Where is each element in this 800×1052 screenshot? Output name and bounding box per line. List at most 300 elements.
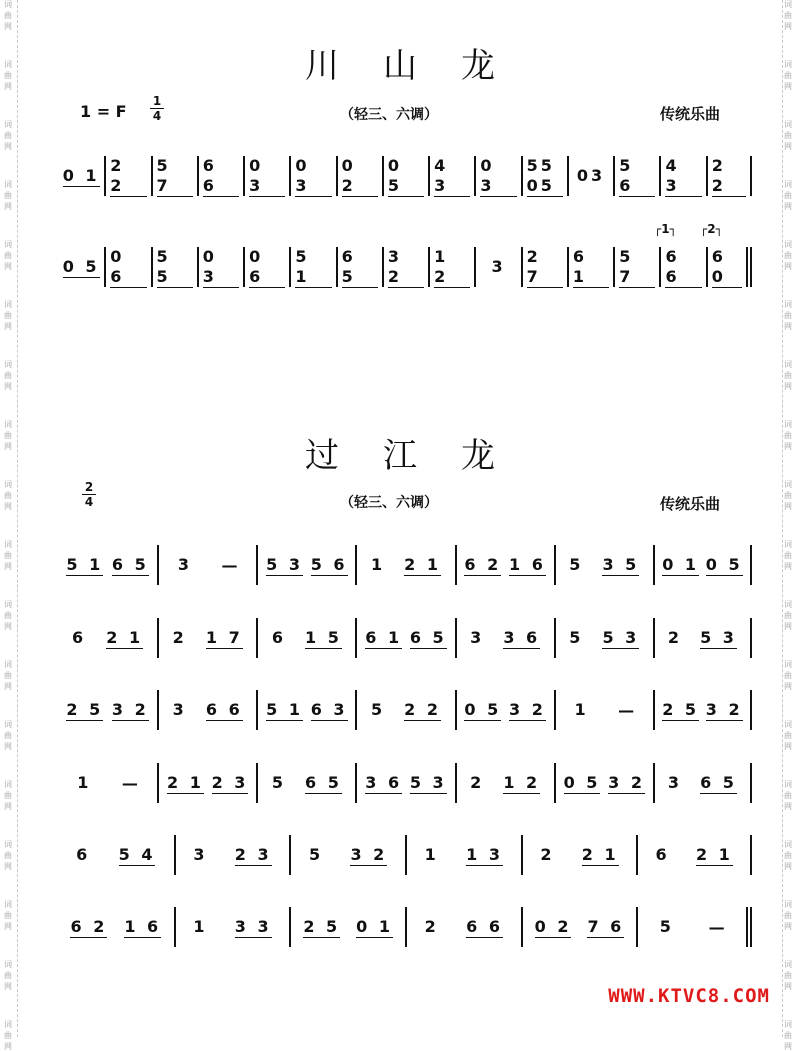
note-group: 6 1: [573, 247, 609, 288]
measure: [289, 907, 405, 947]
watermark-glyph: 词: [4, 480, 12, 489]
sustain-dash: —: [618, 700, 635, 720]
measure: [554, 618, 653, 658]
note-group: 1 3: [466, 844, 503, 864]
watermark-glyph: 网: [4, 682, 12, 691]
sustain-dash: —: [708, 917, 725, 937]
measure: [474, 247, 520, 287]
tuning-label: （轻三、六调）: [340, 107, 438, 123]
watermark-glyph: 曲: [4, 791, 12, 800]
measure: [289, 156, 335, 196]
watermark-glyph: 网: [784, 622, 792, 631]
note-group: 5 1: [295, 247, 331, 288]
note-group: 1: [193, 917, 208, 936]
measure: [58, 247, 104, 287]
note-group: 0 3: [203, 247, 239, 288]
note-group: 2: [470, 773, 485, 792]
watermark-glyph: 曲: [4, 851, 12, 860]
measure: [256, 763, 355, 803]
time-signature-denominator: 4: [152, 109, 162, 123]
note-group: 6 1: [365, 627, 403, 647]
measure: [405, 907, 521, 947]
time-signature-denominator: 4: [84, 495, 94, 509]
measure: [355, 690, 454, 730]
watermark-glyph: 词: [4, 0, 12, 9]
measure: [256, 690, 355, 730]
note-group: 5 3: [266, 554, 303, 574]
note-group: 6 0: [712, 247, 742, 288]
note-group: 5: [659, 917, 674, 936]
measure: [197, 156, 243, 196]
watermark-glyph: 网: [784, 142, 792, 151]
watermark-glyph: 词: [4, 1020, 12, 1029]
note-group: 5 6: [310, 554, 348, 574]
watermark-glyph: 词: [4, 360, 12, 369]
note-group: 3 2: [508, 699, 546, 719]
note-group: 5: [569, 628, 584, 647]
watermark-glyph: 网: [784, 502, 792, 511]
watermark-glyph: 词: [4, 300, 12, 309]
note-group: 5 3: [409, 772, 447, 792]
staff-line: [58, 156, 752, 196]
watermark-glyph: 词: [4, 780, 12, 789]
note-group: 5 6: [619, 156, 655, 197]
note-group: 03: [576, 166, 606, 185]
note-group: 3 3: [234, 916, 272, 936]
measure: [659, 156, 705, 196]
note-group: 6 2: [464, 554, 502, 574]
note-group: 0 1: [662, 554, 700, 574]
measure: [428, 156, 474, 196]
watermark-glyph: 网: [784, 382, 792, 391]
note-group: 3 2: [111, 699, 149, 719]
watermark-glyph: 网: [784, 82, 792, 91]
watermark-glyph: 网: [4, 322, 12, 331]
volta-2: ┌2┐: [700, 222, 723, 236]
watermark-glyph: 网: [784, 442, 792, 451]
watermark-glyph: 曲: [4, 191, 12, 200]
watermark-glyph: 曲: [784, 251, 792, 260]
note-group: 6: [271, 628, 286, 647]
site-url[interactable]: WWW.KTVC8.COM: [608, 985, 770, 1007]
note-group: 2 2: [404, 699, 442, 719]
measure: [455, 690, 554, 730]
note-group: 2 3: [234, 844, 272, 864]
staff-line: [58, 835, 752, 875]
watermark-glyph: 网: [4, 862, 12, 871]
measure: [382, 156, 428, 196]
note-group: 1 7: [205, 627, 243, 647]
watermark-glyph: 网: [4, 22, 12, 31]
note-group: 0 3: [249, 156, 285, 197]
measure: [355, 618, 454, 658]
key-signature: 1 = F: [80, 102, 127, 121]
watermark-glyph: 词: [4, 120, 12, 129]
watermark-glyph: 词: [784, 780, 792, 789]
measure: [455, 618, 554, 658]
watermark-glyph: 网: [4, 502, 12, 511]
measure: [174, 907, 290, 947]
note-group: 0 6: [249, 247, 285, 288]
note-group: 2 7: [527, 247, 563, 288]
measure: [653, 763, 752, 803]
watermark-glyph: 曲: [4, 251, 12, 260]
watermark-glyph: 词: [4, 840, 12, 849]
note-group: 1: [574, 700, 589, 719]
watermark-glyph: 网: [4, 142, 12, 151]
watermark-glyph: 曲: [4, 731, 12, 740]
watermark-glyph: 网: [4, 562, 12, 571]
watermark-glyph: 词: [4, 420, 12, 429]
staff-line: [58, 545, 752, 585]
watermark-glyph: 词: [784, 540, 792, 549]
measure: [428, 247, 474, 287]
watermark-glyph: 词: [4, 660, 12, 669]
note-group: 3: [172, 700, 187, 719]
watermark-glyph: 网: [4, 742, 12, 751]
song-title: 过江龙: [305, 436, 539, 476]
watermark-glyph: 曲: [4, 671, 12, 680]
volta-1: ┌1┐: [654, 222, 677, 236]
measure: [157, 690, 256, 730]
watermark-glyph: 曲: [784, 611, 792, 620]
watermark-glyph: 网: [784, 922, 792, 931]
measure: [151, 247, 197, 287]
note-group: 5 1: [66, 554, 104, 574]
measure: [567, 247, 613, 287]
note-group: 2: [667, 628, 683, 647]
note-group: 5 7: [157, 156, 193, 197]
time-signature: [150, 94, 164, 123]
watermark-glyph: 曲: [4, 911, 12, 920]
watermark-glyph: 词: [784, 1020, 792, 1029]
measure: [355, 763, 454, 803]
composer-label: 传统乐曲: [660, 105, 721, 123]
watermark-glyph: 词: [784, 360, 792, 369]
measure: [613, 247, 659, 287]
note-group: 5 3: [700, 627, 737, 647]
measure: [256, 618, 355, 658]
watermark-glyph: 曲: [784, 131, 792, 140]
watermark-glyph: 词: [4, 180, 12, 189]
watermark-glyph: 网: [784, 202, 792, 211]
watermark-glyph: 网: [4, 382, 12, 391]
right-margin-rule: [782, 0, 783, 1037]
note-group: 2 2: [712, 156, 746, 197]
note-group: 5 4: [118, 844, 156, 864]
tuning-label: （轻三、六调）: [340, 495, 438, 511]
note-group: 0 3: [480, 156, 516, 197]
note-group: 3 6: [503, 627, 541, 647]
note-group: 3 2: [388, 247, 424, 288]
note-group: 2: [172, 628, 187, 647]
watermark-glyph: 曲: [784, 191, 792, 200]
measure: [382, 247, 428, 287]
measure: [336, 247, 382, 287]
measure: [58, 907, 174, 947]
time-signature-numerator: 2: [82, 480, 96, 495]
watermark-glyph: 词: [784, 600, 792, 609]
note-group: 2 1: [106, 627, 144, 647]
note-group: 2 1: [167, 772, 204, 792]
watermark-glyph: 词: [4, 240, 12, 249]
note-group: 2: [540, 845, 555, 864]
measure: [706, 247, 752, 287]
watermark-glyph: 曲: [4, 1031, 12, 1040]
note-group: 5: [308, 845, 324, 864]
watermark-glyph: 曲: [784, 731, 792, 740]
watermark-glyph: 网: [784, 682, 792, 691]
note-group: 6 5: [305, 772, 342, 792]
note-group: 5 7: [619, 247, 655, 288]
note-group: 5: [370, 700, 386, 719]
note-group: 0 6: [110, 247, 146, 288]
note-group: 6: [72, 628, 87, 647]
note-group: 2 5: [66, 699, 104, 719]
watermark-glyph: 网: [784, 262, 792, 271]
measure: [653, 618, 752, 658]
measure: [174, 835, 290, 875]
watermark-glyph: 词: [784, 720, 792, 729]
note-group: 6 3: [310, 699, 348, 719]
right-margin-watermark-strip: [782, 0, 798, 1051]
measure: [355, 545, 454, 585]
note-group: 3 5: [602, 554, 640, 574]
song-title: 川山龙: [305, 46, 539, 86]
measure: [659, 247, 705, 287]
left-margin-rule: [17, 0, 18, 1037]
note-group: 2: [424, 917, 439, 936]
note-group: 5 1: [266, 699, 303, 719]
measure: [653, 690, 752, 730]
note-group: 6: [76, 845, 91, 864]
watermark-glyph: 词: [784, 480, 792, 489]
sustain-dash: —: [221, 555, 238, 575]
measure: [521, 156, 567, 196]
note-group: 0 5: [62, 256, 100, 276]
measure: [58, 690, 157, 730]
watermark-glyph: 词: [4, 540, 12, 549]
watermark-glyph: 曲: [4, 131, 12, 140]
watermark-glyph: 词: [784, 300, 792, 309]
watermark-glyph: 曲: [784, 671, 792, 680]
note-group: 2 5: [303, 916, 341, 936]
watermark-glyph: 词: [784, 0, 792, 9]
watermark-glyph: 曲: [784, 431, 792, 440]
watermark-glyph: 曲: [784, 971, 792, 980]
note-group: 3 2: [705, 699, 743, 719]
note-group: 5: [271, 773, 286, 792]
watermark-glyph: 词: [784, 900, 792, 909]
watermark-glyph: 词: [784, 660, 792, 669]
note-group: 1 2: [434, 247, 470, 288]
measure: [157, 545, 256, 585]
measure: [58, 763, 157, 803]
measure: [289, 247, 335, 287]
note-group: 2 2: [110, 156, 146, 197]
note-group: 3 2: [350, 844, 388, 864]
measure: [706, 156, 752, 196]
note-group: 2 1: [581, 844, 619, 864]
watermark-glyph: 词: [784, 960, 792, 969]
watermark-glyph: 网: [784, 742, 792, 751]
watermark-glyph: 曲: [784, 71, 792, 80]
watermark-glyph: 曲: [784, 791, 792, 800]
measure: [613, 156, 659, 196]
measure: [636, 835, 752, 875]
note-group: 3: [667, 773, 683, 792]
note-group: 0 5: [464, 699, 502, 719]
staff-line: [58, 690, 752, 730]
measure: [243, 247, 289, 287]
measure: [521, 247, 567, 287]
note-group: 6 5: [111, 554, 149, 574]
note-group: 5 5: [157, 247, 193, 288]
measure: [157, 763, 256, 803]
watermark-glyph: 网: [4, 622, 12, 631]
note-group: 7 6: [587, 916, 625, 936]
note-group: 6 5: [409, 627, 447, 647]
watermark-glyph: 曲: [4, 491, 12, 500]
note-group: 4 3: [665, 156, 701, 197]
note-group: 5: [569, 555, 584, 574]
measure: [104, 247, 150, 287]
watermark-glyph: 曲: [784, 1031, 792, 1040]
watermark-glyph: 词: [784, 840, 792, 849]
watermark-glyph: 网: [4, 802, 12, 811]
measure: [243, 156, 289, 196]
measure: [653, 545, 752, 585]
staff-line: [58, 763, 752, 803]
measure: [151, 156, 197, 196]
watermark-glyph: 词: [784, 180, 792, 189]
note-group: 0 1: [356, 916, 393, 936]
watermark-glyph: 词: [784, 240, 792, 249]
watermark-glyph: 词: [4, 960, 12, 969]
staff-line: [58, 247, 752, 287]
note-group: 6 2: [70, 916, 108, 936]
watermark-glyph: 曲: [4, 611, 12, 620]
note-group: 3: [491, 257, 506, 276]
measure: [104, 156, 150, 196]
note-group: 6 6: [203, 156, 239, 197]
measure: [567, 156, 613, 196]
watermark-glyph: 曲: [784, 371, 792, 380]
watermark-glyph: 词: [4, 600, 12, 609]
watermark-glyph: 网: [4, 262, 12, 271]
note-group: 3 2: [608, 772, 645, 792]
note-group: 0 5: [563, 772, 601, 792]
measure: [521, 835, 637, 875]
note-group: 6 6: [205, 699, 243, 719]
measure: [336, 156, 382, 196]
note-group: 6 5: [342, 247, 378, 288]
watermark-glyph: 网: [784, 1042, 792, 1051]
watermark-glyph: 网: [4, 82, 12, 91]
sustain-dash: —: [121, 773, 138, 793]
measure: [58, 156, 104, 196]
measure: [256, 545, 355, 585]
measure: [289, 835, 405, 875]
note-group: 3: [177, 555, 193, 574]
watermark-glyph: 曲: [4, 11, 12, 20]
watermark-glyph: 网: [784, 562, 792, 571]
watermark-glyph: 词: [4, 60, 12, 69]
note-group: 1 6: [508, 554, 546, 574]
watermark-glyph: 网: [784, 862, 792, 871]
watermark-glyph: 曲: [4, 371, 12, 380]
watermark-glyph: 网: [784, 802, 792, 811]
measure: [521, 907, 637, 947]
watermark-glyph: 网: [4, 442, 12, 451]
watermark-glyph: 曲: [784, 551, 792, 560]
note-group: 2 1: [404, 554, 442, 574]
time-signature-numerator: 1: [150, 94, 164, 109]
note-group: 0 3: [295, 156, 331, 197]
watermark-glyph: 曲: [4, 971, 12, 980]
watermark-glyph: 曲: [784, 11, 792, 20]
composer-label: 传统乐曲: [660, 495, 721, 513]
measure: [58, 618, 157, 658]
watermark-glyph: 网: [4, 982, 12, 991]
note-group: 3: [193, 845, 208, 864]
watermark-glyph: 曲: [4, 431, 12, 440]
measure: [58, 835, 174, 875]
note-group: 55 05: [527, 156, 563, 197]
note-group: 1 2: [503, 772, 541, 792]
note-group: 1 6: [124, 916, 162, 936]
watermark-glyph: 曲: [784, 311, 792, 320]
staff-line: [58, 907, 752, 947]
note-group: 2 1: [695, 844, 733, 864]
watermark-glyph: 词: [784, 60, 792, 69]
note-group: 0 5: [705, 554, 743, 574]
time-signature: [82, 480, 96, 509]
note-group: 6 6: [665, 247, 701, 288]
note-group: 0 5: [388, 156, 424, 197]
measure: [455, 763, 554, 803]
watermark-glyph: 曲: [784, 851, 792, 860]
note-group: 0 2: [342, 156, 378, 197]
watermark-glyph: 曲: [784, 911, 792, 920]
note-group: 1 5: [305, 627, 342, 647]
left-margin-watermark-strip: [2, 0, 18, 1051]
watermark-glyph: 网: [784, 322, 792, 331]
watermark-glyph: 词: [784, 420, 792, 429]
note-group: 5 3: [602, 627, 640, 647]
note-group: 6 6: [466, 916, 503, 936]
note-group: 1: [424, 845, 439, 864]
watermark-glyph: 网: [4, 922, 12, 931]
note-group: 2 5: [662, 699, 700, 719]
note-group: 1: [370, 555, 386, 574]
measure: [636, 907, 752, 947]
measure: [197, 247, 243, 287]
measure: [157, 618, 256, 658]
watermark-glyph: 网: [4, 202, 12, 211]
note-group: 6: [655, 845, 670, 864]
measure: [58, 545, 157, 585]
watermark-glyph: 曲: [784, 491, 792, 500]
measure: [474, 156, 520, 196]
watermark-glyph: 词: [784, 120, 792, 129]
staff-line: [58, 618, 752, 658]
note-group: 3: [470, 628, 485, 647]
watermark-glyph: 曲: [4, 71, 12, 80]
watermark-glyph: 词: [4, 900, 12, 909]
watermark-glyph: 词: [4, 720, 12, 729]
note-group: 3 6: [365, 772, 403, 792]
